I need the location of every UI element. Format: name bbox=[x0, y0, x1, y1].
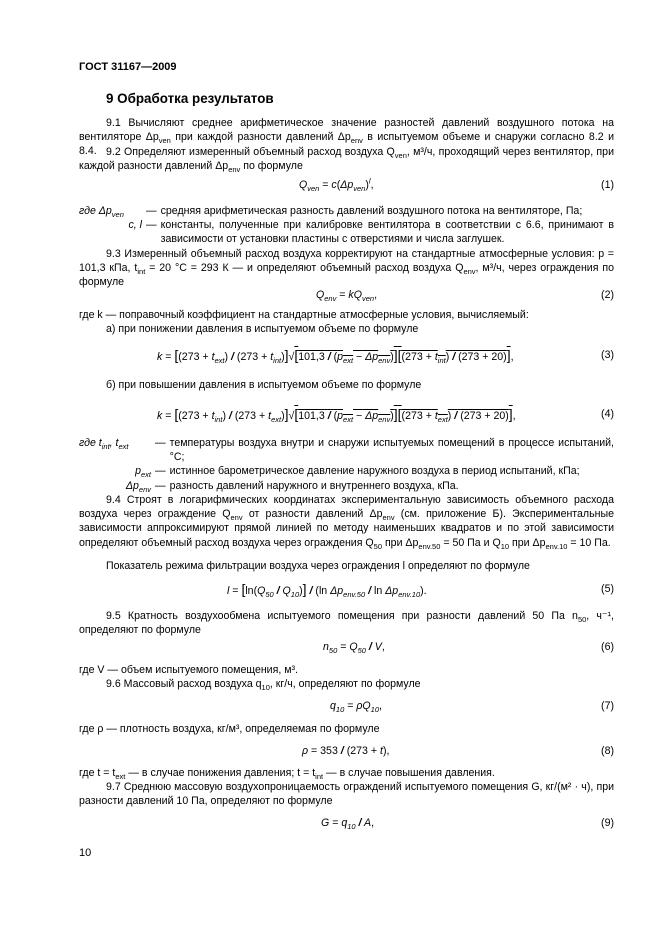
formula-5-expression: $l = [\ln(Q_{50} / Q_{10})] / (\ln$ $\Delta p_{env.50}$ / $\ln \Delta p_{env.10}$). bbox=[227, 581, 427, 600]
formula-5 bbox=[79, 582, 614, 602]
paragraph-a: а) при понижении давления в испытуемом объеме по формуле bbox=[106, 323, 419, 335]
formula-1-expression: $Q_{ven} = c(\Delta p_{ven})^l$, bbox=[299, 176, 374, 194]
formula-6-number: (6) bbox=[601, 641, 614, 653]
formula-8-expression: ρ = 353 / (273 + t), bbox=[302, 745, 390, 757]
paragraph-v: где V — объем испытуемого помещения, м³. bbox=[79, 664, 298, 676]
formula-2-number: (2) bbox=[601, 289, 614, 301]
page-number: 10 bbox=[79, 847, 92, 859]
formula-4-number: (4) bbox=[601, 408, 614, 420]
formula-1 bbox=[79, 178, 614, 198]
formula-4 bbox=[79, 407, 614, 427]
paragraph-9-7: 9.7 Среднюю массовую воздухопроницаемость ограждений испытуемого помещения G, кг/(м² · ч), при разности давлений 10 Па, определяют по формуле bbox=[79, 781, 614, 808]
definition-item: где $t_{int}$, $t_{ext}$ — температуры воздуха внутри и снаружи испытуемых помещений в процессе испытаний, °С; bbox=[79, 437, 614, 464]
definition-item: где $\Delta p_{ven}$ — средняя арифметическая разность давлений воздушного потока на вентиляторе, Па; bbox=[79, 205, 583, 220]
formula-6-expression: $n_{50} = Q_{50} / V$, bbox=[323, 641, 385, 656]
section-title: 9 Обработка результатов bbox=[106, 91, 274, 106]
formula-3-number: (3) bbox=[601, 349, 614, 361]
formula-4-expression: $k = [(273 + t_{int}) / (273 + t_{ext})]√[101,3 / (p_{ext} - \Delta p_{env})][(273 + t_{ext}) / (273 + 20)]$, bbox=[157, 406, 516, 425]
definition-item: $\Delta p_{env}$ — разность давлений наружного и внутреннего воздуха, кПа. bbox=[125, 479, 459, 494]
formula-2-expression: $Q_{env} = kQ_{ven}$, bbox=[316, 289, 378, 304]
paragraph-9-1: 9.1 Вычисляют среднее арифметическое значение разностей давлений воздушного потока на вентиляторе $\Delta p_{ven}$ при каждой разности давлений $\Delta p_{env}$ в испытуемом объеме и снаружи согласно 8.2 и 8.4. bbox=[79, 117, 614, 158]
paragraph-9-6: 9.6 Массовый расход воздуха $q_{10}$, кг/ч, определяют по формуле bbox=[106, 678, 421, 693]
definition-item: c, l — константы, полученные при калибровке вентилятора в соответствии с 6.6, принимают в зависимости от установки пластины с отверстиями и числа заглушек. bbox=[128, 219, 614, 246]
formula-1-number: (1) bbox=[601, 179, 614, 191]
formula-6 bbox=[79, 640, 614, 660]
formula-7-number: (7) bbox=[601, 700, 614, 712]
paragraph-b: б) при повышении давления в испытуемом объеме по формуле bbox=[106, 379, 422, 391]
paragraph-9-3: 9.3 Измеренный объемный расход воздуха корректируют на стандартные атмосферные условия: p = 101,3 кПа, $t_{int} = 20$ °С = 293 К — и определяют объемный расход воздуха $Q_{env}$, м³/ч, через ограждения по формуле bbox=[79, 248, 614, 289]
definitions-2 bbox=[79, 436, 614, 493]
formula-9 bbox=[79, 816, 614, 836]
formula-9-expression: $G = q_{10} / A$, bbox=[321, 817, 375, 832]
paragraph-9-4: 9.4 Строят в логарифмических координатах экспериментальную зависимость объемного расхода воздуха через ограждение $Q_{env}$ от разности давлений $\Delta p_{env}$ (см. приложение Б). Экспериментальные зависимости аппроксимируют прямой линией по методу наименьших квадратов и по этой зависимости определяют объемный расход воздуха через ограждения $Q_{50}$ при $\Delta p_{env.50} = 50$ Па и $Q_{10}$ при $\Delta p_{env.10} = 10$ Па. bbox=[79, 494, 614, 551]
paragraph-l: Показатель режима фильтрации воздуха через ограждения l определяют по формуле bbox=[106, 560, 530, 572]
paragraph-9-2: 9.2 Определяют измеренный объемный расход воздуха $Q_{ven}$, м³/ч, проходящий через вентилятор, при каждой разности давлений $\Delta p_{env}$ по формуле bbox=[79, 146, 614, 175]
definitions-1 bbox=[79, 204, 614, 247]
formula-2 bbox=[79, 288, 614, 308]
paragraph-rho: где ρ — плотность воздуха, кг/м³, определяемая по формуле bbox=[79, 723, 380, 735]
document-header: ГОСТ 31167—2009 bbox=[79, 61, 177, 73]
formula-7 bbox=[79, 699, 614, 719]
paragraph-t: где $t = t_{ext}$ — в случае понижения давления; $t = t_{int}$ — в случае повышения давления. bbox=[79, 767, 495, 782]
formula-5-number: (5) bbox=[601, 583, 614, 595]
formula-3-expression: $k = [(273 + t_{ext}) / (273 + t_{int})]√[101,3 / (p_{ext} - \Delta p_{env})][(273 + t_{int}) / (273 + 20)]$, bbox=[157, 347, 514, 366]
formula-8-number: (8) bbox=[601, 745, 614, 757]
formula-8 bbox=[79, 744, 614, 764]
formula-7-expression: $q_{10} = \rho Q_{10}$, bbox=[330, 700, 382, 715]
definition-item: $p_{ext}$ — истинное барометрическое давление наружного воздуха в период испытаний, кПа; bbox=[135, 465, 580, 480]
formula-9-number: (9) bbox=[601, 817, 614, 829]
paragraph-9-5: 9.5 Кратность воздухообмена испытуемого помещения при разности давлений 50 Па $n_{50}$, ч⁻¹, определяют по формуле bbox=[79, 610, 614, 637]
paragraph-k: где k — поправочный коэффициент на стандартные атмосферные условия, вычисляемый: bbox=[79, 309, 529, 321]
formula-3 bbox=[79, 348, 614, 368]
